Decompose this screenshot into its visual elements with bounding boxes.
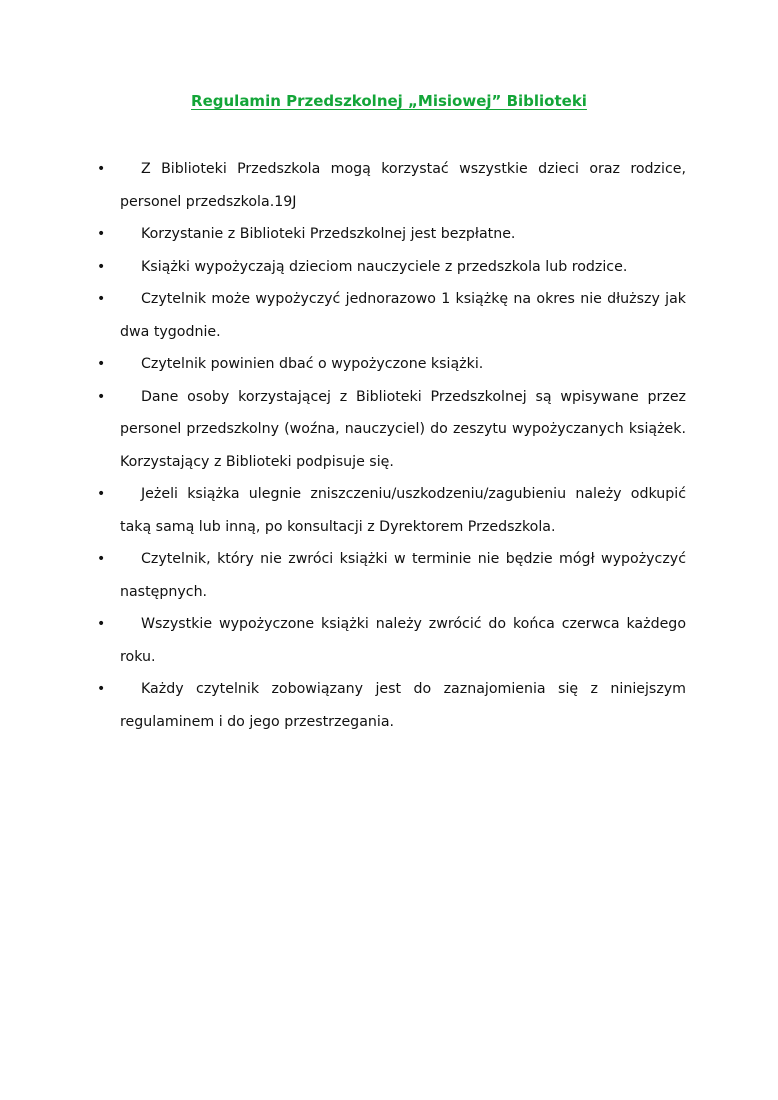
bullet-icon: •	[97, 226, 106, 242]
rule-text: Wszystkie wypożyczone książki należy zwrócić do końca czerwca każdego roku.	[120, 616, 686, 665]
bullet-icon: •	[97, 356, 106, 372]
bullet-icon: •	[97, 681, 106, 697]
rule-item	[0, 608, 778, 673]
bullet-icon: •	[97, 388, 106, 405]
rule-item	[0, 381, 778, 479]
bullet-icon: •	[97, 551, 106, 567]
rule-item	[0, 283, 778, 348]
bullet-icon: •	[97, 161, 106, 177]
rule-item	[0, 218, 778, 251]
rule-item	[0, 543, 778, 608]
bullet-icon: •	[97, 616, 106, 632]
rule-text: Dane osoby korzystającej z Biblioteki Przedszkolnej są wpisywane przez personel przedszkolny (woźna, nauczyciel) do zeszytu wypożyczanych książek. Korzystający z Biblioteki podpisuje się.	[120, 388, 686, 470]
rule-item	[0, 348, 778, 381]
rule-item	[0, 478, 778, 543]
rule-text: Jeżeli książka ulegnie zniszczeniu/uszkodzeniu/zagubieniu należy odkupić taką samą lub inną, po konsultacji z Dyrektorem Przedszkola.	[120, 486, 686, 535]
rule-text: Z Biblioteki Przedszkola mogą korzystać wszystkie dzieci oraz rodzice, personel przedszkola.19J	[120, 161, 686, 210]
rule-text: Każdy czytelnik zobowiązany jest do zaznajomienia się z niniejszym regulaminem i do jego przestrzegania.	[120, 681, 686, 730]
rule-text: Czytelnik powinien dbać o wypożyczone książki.	[141, 356, 484, 372]
rule-item	[0, 673, 778, 738]
rule-item	[0, 153, 778, 218]
rule-text: Czytelnik, który nie zwróci książki w terminie nie będzie mógł wypożyczyć następnych.	[120, 551, 686, 600]
rules-list	[0, 153, 778, 738]
rule-item	[0, 251, 778, 284]
document-title: Regulamin Przedszkolnej „Misiowej” Biblioteki	[191, 92, 587, 110]
rule-text: Korzystanie z Biblioteki Przedszkolnej jest bezpłatne.	[141, 226, 516, 242]
rule-text: Czytelnik może wypożyczyć jednorazowo 1 książkę na okres nie dłuższy jak dwa tygodnie.	[120, 291, 686, 340]
rule-text: Książki wypożyczają dzieciom nauczyciele z przedszkola lub rodzice.	[141, 258, 628, 275]
bullet-icon: •	[97, 258, 106, 275]
bullet-icon: •	[97, 291, 106, 307]
bullet-icon: •	[97, 486, 106, 502]
